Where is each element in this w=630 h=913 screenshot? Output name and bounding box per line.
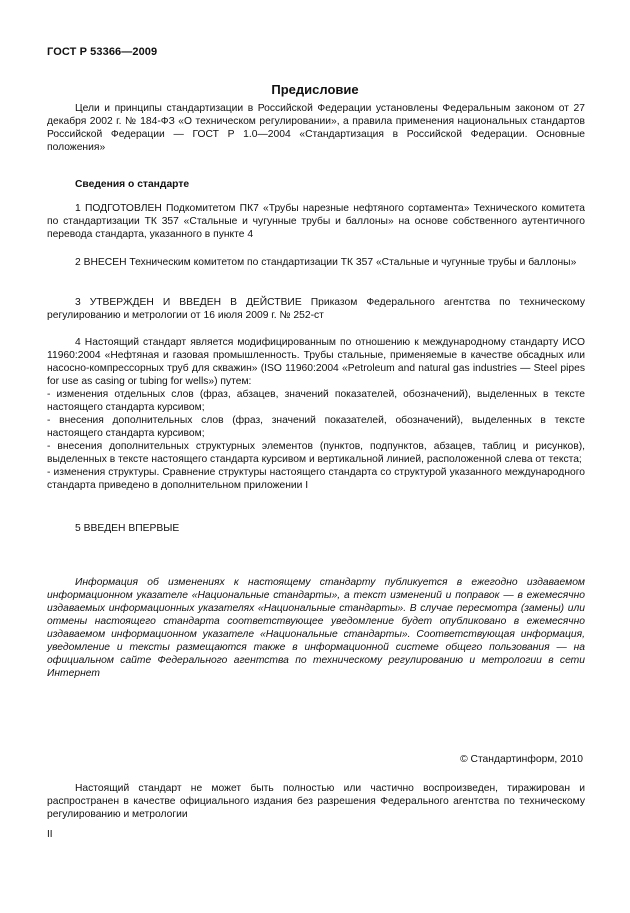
item-5: 5 ВВЕДЕН ВПЕРВЫЕ — [75, 523, 180, 534]
item-2: 2 ВНЕСЕН Техническим комитетом по стандартизации ТК 357 «Стальные и чугунные трубы и баллоны» — [75, 257, 577, 268]
info-heading-block — [47, 178, 585, 191]
item-5-block — [47, 522, 585, 535]
item-3-block — [47, 296, 585, 322]
standard-code: ГОСТ Р 53366—2009 — [47, 46, 158, 58]
item-4-main: 4 Настоящий стандарт является модифицированным по отношению к международному стандарту ИСО 11960:2004 «Нефтяная и газовая промышленность. Трубы стальные, применяемые в качестве обсадных или насосно-компрессорных труб для скважин» (ISO 11960:2004 «Petroleum and natural gas industries — Steel pipes for use as casing or tubing for wells») путем: — [47, 337, 585, 387]
info-heading: Сведения о стандарте — [75, 179, 190, 190]
reproduction-block — [47, 782, 585, 821]
notice-paragraph: Информация об изменениях к настоящему стандарту публикуется в ежегодно издаваемом информационном указателе «Национальные стандарты», а текст изменений и поправок — в ежемесячно издаваемых информационных указателях «Национальные стандарты». В случае пересмотра (замены) или отмены настоящего стандарта соответствующее уведомление будет опубликовано в ежемесячно издаваемом информационном указателе «Национальные стандарты». Соответствующая информация, уведомление и тексты размещаются также в информационной системе общего пользования — на официальном сайте Федерального агентства по техническому регулированию и метрологии в сети Интернет — [47, 577, 585, 679]
reproduction-notice: Настоящий стандарт не может быть полностью или частично воспроизведен, тиражирован и распространен в качестве официального издания без разрешения Федерального агентства по техническому регулированию и метрологии — [47, 783, 585, 820]
item-4-bullet: - изменения отдельных слов (фраз, абзацев, значений показателей, обозначений), выделенных в тексте настоящего стандарта курсивом; — [47, 389, 585, 413]
item-4-bullet: - изменения структуры. Сравнение структуры настоящего стандарта со структурой указанного международного стандарта приведено в дополнительном приложении I — [47, 467, 585, 491]
item-1-block — [47, 202, 585, 241]
intro-paragraph: Цели и принципы стандартизации в Российской Федерации установлены Федеральным законом от 27 декабря 2002 г. № 184-ФЗ «О техническом регулировании», а правила применения национальных стандартов Российской Федерации — ГОСТ Р 1.0—2004 «Стандартизация в Российской Федерации. Основные положения» — [47, 103, 585, 153]
page-title: Предисловие — [271, 82, 359, 97]
item-4-bullet: - внесения дополнительных структурных элементов (пунктов, подпунктов, абзацев, таблиц и рисунков), выделенных в тексте настоящего стандарта курсивом и вертикальной линией, расположенной слева от текста; — [47, 441, 585, 465]
notice-block — [47, 576, 585, 680]
item-4-bullet: - внесения дополнительных слов (фраз, значений показателей, обозначений), выделенных в тексте настоящего стандарта курсивом; — [47, 415, 585, 439]
item-3: 3 УТВЕРЖДЕН И ВВЕДЕН В ДЕЙСТВИЕ Приказом Федерального агентства по техническому регулированию и метрологии от 16 июля 2009 г. № 252-ст — [47, 297, 585, 321]
item-1: 1 ПОДГОТОВЛЕН Подкомитетом ПК7 «Трубы нарезные нефтяного сортамента» Технического комитета по стандартизации ТК 357 «Стальные и чугунные трубы и баллоны» на основе собственного аутентичного перевода стандарта, указанного в пункте 4 — [47, 203, 585, 240]
page-number: II — [47, 829, 53, 840]
copyright: © Стандартинформ, 2010 — [460, 754, 583, 765]
intro-block — [47, 102, 585, 154]
item-2-block — [47, 256, 585, 269]
item-4-block — [47, 336, 585, 492]
